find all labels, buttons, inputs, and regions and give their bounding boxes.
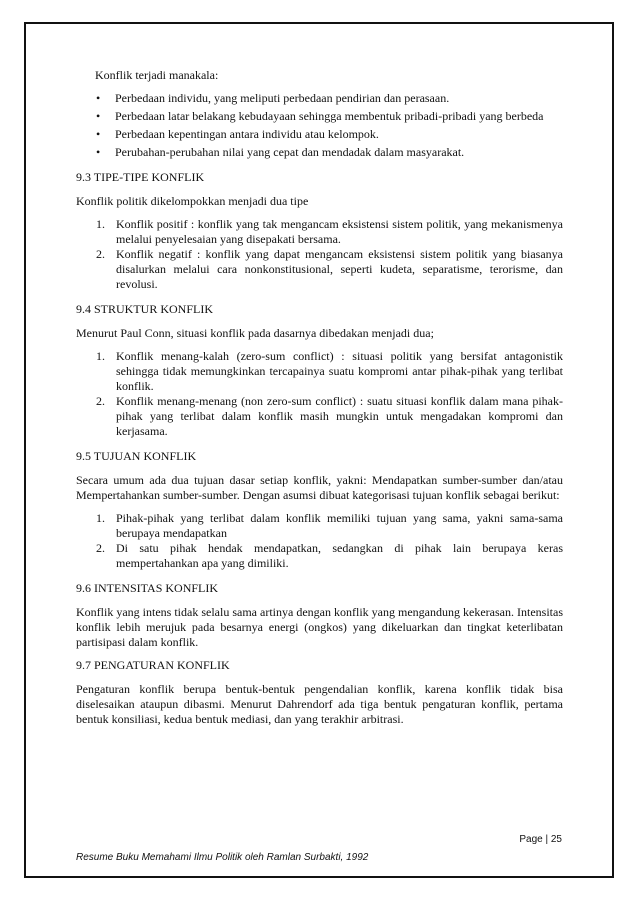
footer-source: Resume Buku Memahami Ilmu Politik oleh Ramlan Surbakti, 1992 [76, 852, 369, 863]
page-number: Page | 25 [519, 834, 562, 845]
list-item: • Perbedaan individu, yang meliputi perbedaan pendirian dan perasaan. [96, 91, 450, 105]
bullet-icon: • [96, 91, 101, 105]
numbered-list-9-4 [76, 349, 563, 439]
list-item: 1. Pihak-pihak yang terlibat dalam konflik memiliki tujuan yang sama, yakni sama-sama berupaya mendapatkan [96, 511, 563, 540]
list-item: 2. Konflik negatif : konflik yang dapat mengancam eksistensi sistem politik yang biasanya disalurkan melalui cara nonkonstitusional, seperti kudeta, separatisme, terorisme, dan revolusi. [96, 247, 563, 291]
bullet-icon: • [96, 145, 101, 159]
list-item: 1. Konflik positif : konflik yang tak mengancam eksistensi sistem politik, yang mekanismenya melalui penyelesaian yang disepakati bersama. [96, 217, 563, 246]
document-body [76, 68, 563, 735]
list-item: • Perbedaan kepentingan antara individu atau kelompok. [96, 127, 379, 141]
section-lead-9-3: Konflik politik dikelompokkan menjadi dua tipe [76, 194, 309, 208]
conditions-list [76, 91, 563, 160]
list-item: • Perbedaan latar belakang kebudayaan sehingga membentuk pribadi-pribadi yang berbeda [96, 109, 544, 123]
section-lead-9-6: Konflik yang intens tidak selalu sama artinya dengan konflik yang mengandung kekerasan. Intensitas konflik lebih merujuk pada besarnya energi (ongkos) yang dikeluarkan dan tingkat keterlibatan partisipasi dalam konflik. [76, 605, 563, 649]
section-lead-9-7: Pengaturan konflik berupa bentuk-bentuk pengendalian konflik, karena konflik tidak bisa diselesaikan ataupun dibasmi. Menurut Dahrendorf ada tiga bentuk pengaturan konflik, pertama bentuk konsiliasi, kedua bentuk mediasi, dan yang terakhir arbitrasi. [76, 682, 563, 726]
section-heading-9-5: 9.5 TUJUAN KONFLIK [76, 449, 197, 463]
bullet-icon: • [96, 109, 101, 123]
section-heading-9-4: 9.4 STRUKTUR KONFLIK [76, 302, 214, 316]
list-item: 2. Konflik menang-menang (non zero-sum conflict) : suatu situasi konflik dalam mana pihak-pihak yang terlibat dalam konflik masih mungkin untuk mengadakan kompromi dan kerjasama. [96, 394, 563, 438]
list-item: 1. Konflik menang-kalah (zero-sum conflict) : situasi politik yang bersifat antagonistik sehingga tidak memungkinkan tercapainya suatu kompromi antar pihak-pihak yang terlibat konflik. [96, 349, 563, 393]
intro-text: Konflik terjadi manakala: [95, 68, 219, 82]
bullet-icon: • [96, 127, 101, 141]
numbered-list-9-5 [76, 511, 563, 571]
section-heading-9-3: 9.3 TIPE-TIPE KONFLIK [76, 170, 205, 184]
section-lead-9-4: Menurut Paul Conn, situasi konflik pada dasarnya dibedakan menjadi dua; [76, 326, 434, 340]
list-item: • Perubahan-perubahan nilai yang cepat dan mendadak dalam masyarakat. [96, 145, 465, 159]
section-heading-9-7: 9.7 PENGATURAN KONFLIK [76, 658, 230, 672]
section-heading-9-6: 9.6 INTENSITAS KONFLIK [76, 581, 219, 595]
section-lead-9-5: Secara umum ada dua tujuan dasar setiap konflik, yakni: Mendapatkan sumber-sumber dan/atau Mempertahankan sumber-sumber. Dengan asumsi dibuat kategorisasi tujuan konflik sebagai berikut: [76, 473, 563, 502]
numbered-list-9-3 [76, 217, 563, 292]
list-item: 2. Di satu pihak hendak mendapatkan, sedangkan di pihak lain berupaya keras mempertahankan apa yang dimiliki. [96, 541, 563, 570]
